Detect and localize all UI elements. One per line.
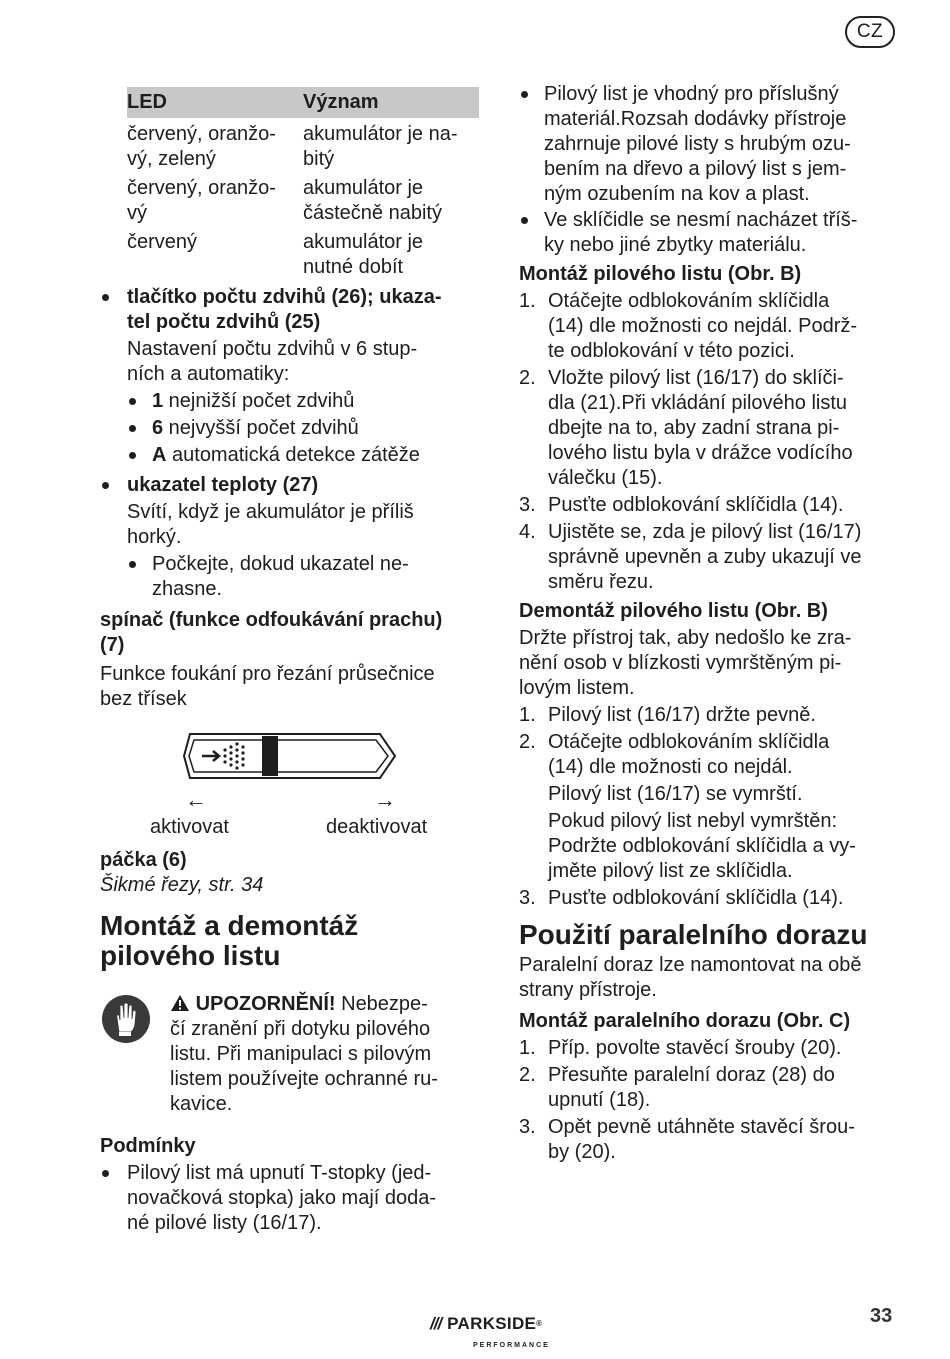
led-cell: vý, zelený <box>127 148 216 170</box>
step-text: by (20). <box>548 1141 616 1163</box>
step-text: lového listu byla v drážce vodícího <box>548 442 853 464</box>
item-text: nejvyšší počet zdvihů <box>163 417 359 439</box>
item-key: 1 <box>152 390 164 412</box>
fence-heading: Použití paralelního dorazu <box>519 919 868 950</box>
temperature-title: ukazatel teploty (27) <box>127 474 319 496</box>
warning-triangle-icon <box>170 994 190 1012</box>
led-cell: červený, oranžo- <box>127 123 276 145</box>
meaning-cell: akumulátor je na- <box>303 123 458 145</box>
step-text: Otáčejte odblokováním sklíčidla <box>548 290 830 312</box>
meaning-column-header: Význam <box>303 91 379 113</box>
list-item <box>519 886 914 911</box>
item-key: 6 <box>152 417 164 439</box>
step-text: správně upevněn a zuby ukazují ve <box>548 546 862 568</box>
fence-text: strany přístroje. <box>519 979 657 1001</box>
step-text: dla (21).Při vkládání pilového listu <box>548 392 848 414</box>
table-row <box>127 176 479 230</box>
item-text: Pilový list je vhodný pro příslušný <box>544 83 839 105</box>
led-table-header <box>127 87 479 118</box>
temperature-section <box>100 473 480 602</box>
list-item <box>127 443 480 468</box>
meaning-cell: akumulátor je <box>303 231 424 253</box>
led-cell: vý <box>127 202 147 224</box>
step-text: Pilový list (16/17) se vymrští. <box>548 783 803 805</box>
language-badge: CZ <box>845 16 895 48</box>
step-text: Vložte pilový list (16/17) do sklíči- <box>548 367 844 389</box>
step-text: (14) dle možnosti co nejdál. <box>548 756 793 778</box>
stroke-rate-title: tlačítko počtu zdvihů (26); ukaza- <box>127 286 442 308</box>
item-text: Počkejte, dokud ukazatel ne- <box>152 553 409 575</box>
switch-illustration <box>180 730 400 782</box>
step-number: 3. <box>519 887 536 909</box>
led-column-header: LED <box>127 91 167 113</box>
item-text: né pilové listy (16/17). <box>127 1212 322 1234</box>
list-item <box>127 416 480 441</box>
step-text: (14) dle možnosti co nejdál. Podrž- <box>548 315 858 337</box>
warning-block <box>170 992 480 1117</box>
step-text: te odblokování v této pozici. <box>548 340 795 362</box>
right-arrow-icon: → <box>374 787 396 812</box>
page-number: 33 <box>870 1305 893 1327</box>
step-text: Příp. povolte stavěcí šrouby (20). <box>548 1037 842 1059</box>
bullet <box>129 561 136 568</box>
meaning-cell: nutné dobít <box>303 256 404 278</box>
step-text: Podržte odblokování sklíčidla a vy- <box>548 835 856 857</box>
table-row <box>127 230 479 284</box>
list-item <box>519 1115 914 1165</box>
switch-text: Funkce foukání pro řezání průsečnice <box>100 663 435 685</box>
brand-name: PARKSIDE <box>447 1314 537 1333</box>
item-text: novačková stopka) jako mají doda- <box>127 1187 437 1209</box>
dust-blow-icon <box>202 742 245 769</box>
step-text: Pokud pilový list nebyl vymrštěn: <box>548 810 838 832</box>
step-text: Pusťte odblokování sklíčidla (14). <box>548 887 844 909</box>
switch-title: spínač (funkce odfoukávání prachu) <box>100 609 443 631</box>
conditions-section <box>100 1134 485 1236</box>
meaning-cell: akumulátor je <box>303 177 424 199</box>
step-number: 2. <box>519 1064 536 1086</box>
bullet <box>129 452 136 459</box>
bullet <box>102 1170 109 1177</box>
lever-section <box>100 848 263 898</box>
fence-text: Paralelní doraz lze namontovat na obě <box>519 954 862 976</box>
mount-title: Montáž pilového listu (Obr. B) <box>519 263 802 285</box>
step-text: válečku (15). <box>548 467 663 489</box>
list-item <box>519 82 909 207</box>
table-row <box>127 122 479 176</box>
step-number: 1. <box>519 290 536 312</box>
step-text: Otáčejte odblokováním sklíčidla <box>548 731 830 753</box>
led-cell: červený, oranžo- <box>127 177 276 199</box>
item-text: ky nebo jiné zbytky materiálu. <box>544 234 807 256</box>
mount-section <box>519 262 914 595</box>
step-number: 1. <box>519 1037 536 1059</box>
stroke-rate-text: ních a automatiky: <box>127 363 290 385</box>
protective-gloves-icon <box>101 994 151 1044</box>
brand-subtitle: PERFORMANCE <box>473 1342 550 1349</box>
temperature-text: Svítí, když je akumulátor je příliš <box>127 501 414 523</box>
warning-text: listu. Při manipulaci s pilovým <box>170 1043 432 1065</box>
bullet <box>521 91 528 98</box>
list-item <box>519 493 914 518</box>
stroke-rate-text: Nastavení počtu zdvihů v 6 stup- <box>127 338 418 360</box>
item-text: zhasne. <box>152 578 223 600</box>
step-text: Pusťte odblokování sklíčidla (14). <box>548 494 844 516</box>
stroke-rate-title: tel počtu zdvihů (25) <box>127 311 321 333</box>
heading-line: pilového listu <box>100 940 281 971</box>
right-bullets <box>519 82 909 258</box>
dismount-text: Držte přístroj tak, aby nedošlo ke zra- <box>519 627 852 649</box>
step-number: 4. <box>519 521 536 543</box>
section-heading <box>100 911 358 971</box>
item-text: Pilový list má upnutí T-stopky (jed- <box>127 1162 432 1184</box>
bullet <box>102 482 109 489</box>
fence-section <box>519 953 914 1165</box>
warning-label: UPOZORNĚNÍ! <box>195 993 336 1015</box>
dismount-section <box>519 599 914 911</box>
dismount-text: lovým listem. <box>519 677 635 699</box>
step-number: 2. <box>519 731 536 753</box>
bullet <box>521 217 528 224</box>
item-text: ným ozubením na kov a plast. <box>544 183 810 205</box>
led-table <box>127 87 479 284</box>
step-text: dbejte na to, aby zadní strana pi- <box>548 417 840 439</box>
list-item <box>519 366 914 491</box>
warning-text: listem používejte ochranné ru- <box>170 1068 438 1090</box>
led-cell: červený <box>127 231 198 253</box>
list-item <box>519 520 914 595</box>
step-text: Opět pevně utáhněte stavěcí šrou- <box>548 1116 855 1138</box>
list-item <box>127 552 480 602</box>
left-arrow-icon: ← <box>185 787 207 812</box>
bullet <box>129 425 136 432</box>
dismount-title: Demontáž pilového listu (Obr. B) <box>519 600 828 622</box>
step-text: Pilový list (16/17) držte pevně. <box>548 704 816 726</box>
step-text: směru řezu. <box>548 571 654 593</box>
item-text: Ve sklíčidle se nesmí nacházet tříš- <box>544 209 858 231</box>
step-number: 2. <box>519 367 536 389</box>
item-text: bením na dřevo a pilový list s jem- <box>544 158 847 180</box>
step-text: jměte pilový list ze sklíčidla. <box>548 860 793 882</box>
dismount-text: nění osob v blízkosti vymrštěným pi- <box>519 652 842 674</box>
step-number: 3. <box>519 494 536 516</box>
conditions-title: Podmínky <box>100 1135 196 1157</box>
activate-label: aktivovat <box>150 816 229 838</box>
list-item <box>519 208 909 258</box>
meaning-cell: bitý <box>303 148 335 170</box>
stroke-rate-section <box>100 285 480 468</box>
item-key: A <box>152 444 167 466</box>
step-number: 3. <box>519 1116 536 1138</box>
step-text: Přesuňte paralelní doraz (28) do <box>548 1064 835 1086</box>
switch-title: (7) <box>100 634 125 656</box>
temperature-text: horký. <box>127 526 182 548</box>
list-item <box>519 730 914 884</box>
bullet <box>129 398 136 405</box>
list-item <box>519 289 914 364</box>
brand-stripes-icon: /// <box>430 1314 442 1333</box>
step-text: upnutí (18). <box>548 1089 651 1111</box>
bullet <box>102 294 109 301</box>
warning-text: čí zranění při dotyku pilového <box>170 1018 431 1040</box>
list-item <box>127 389 480 414</box>
heading-line: Montáž a demontáž <box>100 910 359 941</box>
fence-mount-title: Montáž paralelního dorazu (Obr. C) <box>519 1010 851 1032</box>
switch-section <box>100 608 490 712</box>
list-item <box>519 703 914 728</box>
switch-text: bez třísek <box>100 688 187 710</box>
item-text: automatická detekce zátěže <box>166 444 420 466</box>
list-item <box>519 1036 914 1061</box>
step-text: Ujistěte se, zda je pilový list (16/17) <box>548 521 862 543</box>
warning-text: Nebezpe- <box>335 993 428 1015</box>
list-item <box>519 1063 914 1113</box>
deactivate-label: deaktivovat <box>326 816 428 838</box>
brand-logo: /// PARKSIDE® <box>430 1314 543 1333</box>
lever-title: páčka (6) <box>100 849 187 871</box>
lever-text: Šikmé řezy, str. 34 <box>100 874 264 896</box>
meaning-cell: částečně nabitý <box>303 202 442 224</box>
item-text: nejnižší počet zdvihů <box>163 390 355 412</box>
step-number: 1. <box>519 704 536 726</box>
item-text: zahrnuje pilové listy s hrubým ozu- <box>544 133 851 155</box>
item-text: materiál.Rozsah dodávky přístroje <box>544 108 847 130</box>
list-item <box>100 1161 485 1236</box>
warning-text: kavice. <box>170 1093 233 1115</box>
